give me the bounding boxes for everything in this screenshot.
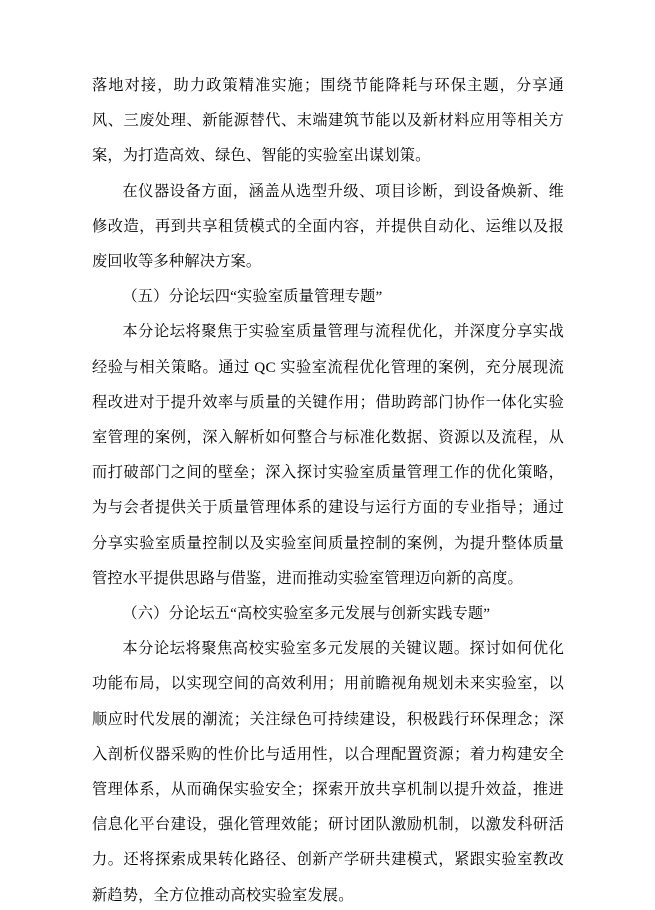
section-heading: （六）分论坛五“高校实验室多元发展与创新实践专题” [122, 605, 491, 623]
paragraph: 在仪器设备方面，涵盖从选型升级、项目诊断，到设备焕新、维修改造，再到共享租赁模式的全面内容，并提供自动化、运维以及报废回收等多种解决方案。 [92, 182, 564, 271]
paragraph: 本分论坛将聚焦高校实验室多元发展的关键议题。探讨如何优化功能布局，以实现空间的高效利用；用前瞻视角规划未来实验室，以顺应时代发展的潮流；关注绿色可持续建设，积极践行环保理念；深入剖析仪器采购的性价比与适用性，以合理配置资源；着力构建安全管理体系，从而确保实验安全；探索开放共享机制以提升效益，推进信息化平台建设，强化管理效能；研讨团队激励机制，以激发科研活力。还将探索成果转化路径、创新产学研共建模式，紧跟实验室教改新趋势，全方位推动高校实验室发展。 [92, 640, 564, 904]
page-content [92, 68, 564, 910]
paragraph: 落地对接，助力政策精准实施；围绕节能降耗与环保主题，分享通风、三废处理、新能源替代、末端建筑节能以及新材料应用等相关方案，为打造高效、绿色、智能的实验室出谋划策。 [92, 77, 564, 165]
section-heading: （五）分论坛四“实验室质量管理专题” [122, 288, 383, 306]
paragraph: 本分论坛将聚焦于实验室质量管理与流程优化，并深度分享实战经验与相关策略。通过 QC 实验室流程优化管理的案例，充分展现流程改进对于提升效率与质量的关键作用；借助跨部门协作一体化实验室管理的案例，深入解析如何整合与标准化数据、资源以及流程，从而打破部门之间的壁垒；深入探讨实验室质量管理工作的优化策略，为与会者提供关于质量管理体系的建设与运行方面的专业指导；通过分享实验室质量控制以及实验室间质量控制的案例，为提升整体质量管控水平提供思路与借鉴，进而推动实验室管理迈向新的高度。 [92, 323, 564, 587]
